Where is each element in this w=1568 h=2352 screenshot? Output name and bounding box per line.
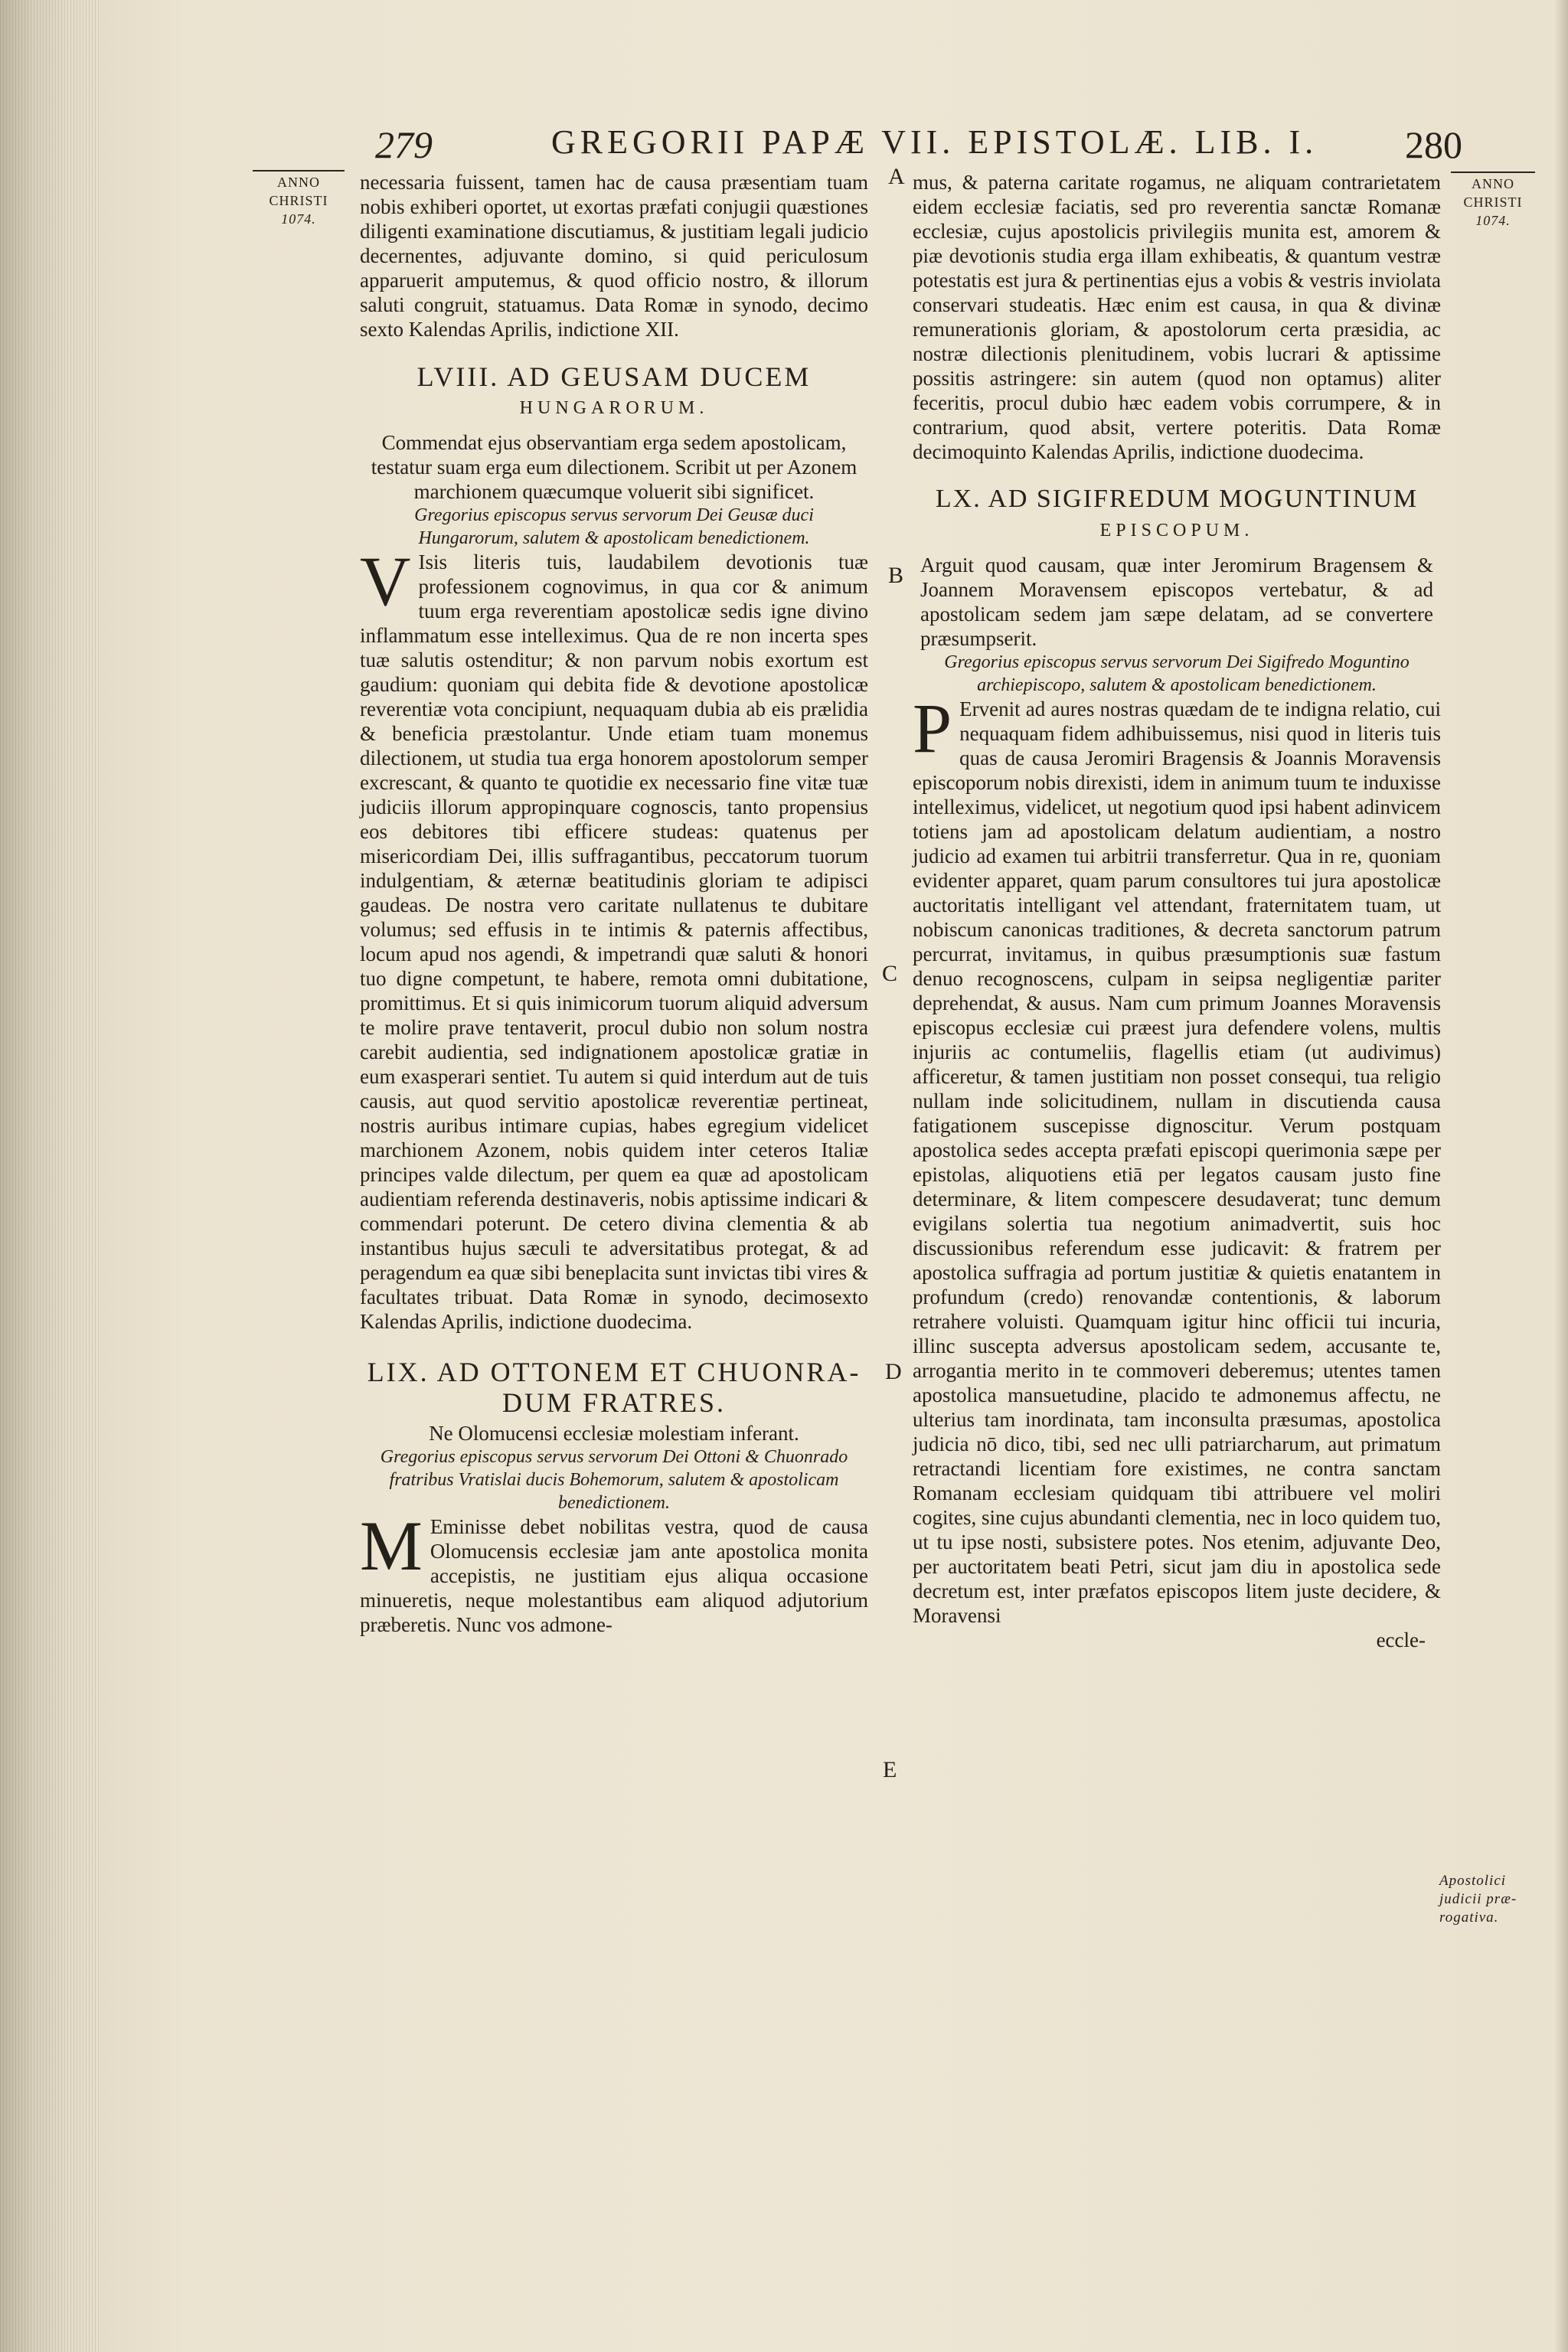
- right-opening-text: mus, & paterna caritate rogamus, ne aliquam contrarietatem eidem ecclesiæ faciatis, sed pro reverentia sanctæ Romanæ ecclesiæ, cujus apostolicis privilegiis munita est, amorem & piæ devotionis studia erga illam exhibeatis, & quantum vestræ potestatis est jura & pertinentias ejus a vobis & vestris inviolata conservari studeatis. Hæc enim est causa, in qua & divinæ remunerationis gloriam, & apostolorum certa præsidia, ac nostræ dilectionis plenitudinem, vobis lucrari & aptissime possitis astringere: sin autem (quod non optamus) aliter feceritis, procul dubio hæc eadem vobis corrumpere, & in contrarium, quod absit, vertere poteritis. Data Romæ decimoquinto Kalendas Aprilis, indictione duodecima.: [913, 171, 1441, 463]
- letter-59-summary: Ne Olomucensi ecclesiæ molestiam inferant.: [429, 1422, 799, 1445]
- letter-58-salutation: Gregorius episcopus servus servorum Dei Geusæ duci Hungarorum, salutem & apostolicam benedictionem.: [414, 505, 814, 548]
- letter-60-dropcap: P: [913, 689, 952, 767]
- left-column: [360, 170, 868, 1637]
- right-column: [913, 170, 1441, 1652]
- letter-58-summary: Commendat ejus observantiam erga sedem apostolicam, testatur suam erga eum dilectionem. Scribit ut per Azonem marchionem quæcumque voluerit sibi significet.: [371, 431, 858, 503]
- letter-59-body: [360, 1507, 868, 1637]
- section-letter-b: B: [888, 563, 904, 588]
- letter-59-salutation: Gregorius episcopus servus servorum Dei Ottoni & Chuonrado fratribus Vratislai ducis Bohemorum, salutem & apostolicam benedictionem.: [380, 1447, 848, 1513]
- page-right-shadow: [1554, 0, 1568, 2352]
- section-letter-a: A: [888, 164, 905, 189]
- margin-note-judicii: Apostolici judicii præ- rogativa.: [1439, 1873, 1517, 1926]
- letter-60-subheading: EPISCOPUM.: [1099, 521, 1254, 541]
- margin-year-left: ANNO CHRISTI 1074.: [253, 168, 345, 228]
- letter-60-heading: LX. AD SIGIFREDUM MOGUNTINUM: [935, 485, 1419, 513]
- letter-60-summary: Arguit quod causam, quæ inter Jeromirum Bragensem & Joannem Moravensem episcopos vertebatur, & ad apostolicam sedem jam sæpe delatam, ad se convertere præsumpserit.: [920, 554, 1433, 650]
- section-letter-e: E: [883, 1757, 897, 1782]
- letter-59-dropcap: M: [360, 1507, 423, 1585]
- page-number-left: 279: [375, 123, 433, 166]
- page-number-right: 280: [1405, 123, 1462, 166]
- letter-58-body: [360, 542, 868, 1334]
- letter-60-salutation: Gregorius episcopus servus servorum Dei Sigifredo Moguntino archiepiscopo, salutem & apostolicam benedictionem.: [944, 652, 1410, 695]
- letter-58-dropcap: V: [360, 542, 411, 620]
- section-letter-d: D: [885, 1359, 902, 1384]
- section-letter-c: C: [882, 961, 898, 986]
- page-stack-edge: [0, 0, 100, 2352]
- letter-60-body: [913, 689, 1441, 1628]
- margin-year-right: ANNO CHRISTI 1074.: [1451, 170, 1535, 230]
- letter-58-body-text: Isis literis tuis, laudabilem devotionis tuæ professionem cognovimus, in qua cor & animum tuum erga reverentiam apostolicæ sedis igne divino inflammatum esse intelleximus. Qua de re non incerta spes tuæ salutis ostenditur; & non parvum nobis exortum est gaudium: quoniam qui debita fide & devotione apostolicæ reverentiæ vota concipiunt, nequaquam dubia ab eis prælidia & beneficia præstolantur. Unde etiam tuam monemus dilectionem, ut studia tua erga honorem apostolorum semper excrescant, & quanto te quotidie ex necessario fine vitæ tuæ judiciis illorum appropinquare cognoscis, tanto propensius eos debitores tibi efficere studeas: quatenus per misericordiam Dei, illis suffragantibus, peccatorum tuorum indulgentiam, & æternæ beatitudinis gloriam te adipisci gaudeas. De nostra vero caritate nullatenus te dubitare volumus; sed effusis in te intimis & paternis affectibus, locum apud nos agendi, & impetrandi quæ saluti & honori tuo digne competunt, te habere, remota omni dubitatione, promittimus. Et si quis inimicorum tuorum aliquid adversum te molire prave tentaverit, procul dubio non solum nostra carebit audientia, sed indignationem apostolicæ gratiæ in eum exasperari sentiet. Tu autem si quid interdum aut de tuis causis, aut quod servitio apostolicæ reverentiæ pertineat, nostris auribus intimare cupias, habes egregium videlicet marchionem Azonem, nobis quidem inter ceteros Italiæ principes valde dilectum, per quem ea quæ ad apostolicam audientiam referenda destinaveris, nobis aptissime indicari & commendari poterunt. De cetero divina clementia & ab instantibus hujus sæculi te adversitatibus protegat, & ad peragendum ea quæ sibi beneplacita sunt invictas tibi vires & facultates tribuat. Data Romæ in synodo, decimosexto Kalendas Aprilis, indictione duodecima.: [360, 550, 868, 1333]
- catchword: eccle-: [1376, 1628, 1426, 1651]
- letter-60-body-text: Ervenit ad aures nostras quædam de te indigna relatio, cui nequaquam fidem adhibuissemus, nisi quod in literis tuis quas de causa Jeromiri Bragensis & Joannis Moravensis episcoporum nobis direxisti, idem in animum tuum te induxisse intelleximus, videlicet, ut negotium quod ipsi habent adinvicem totiens jam ad apostolicam delatum audientiam, a nostro judicio ad examen tui arbitrii transferretur. Qua in re, quoniam evidenter apparet, quam parum consultores tui jura apostolicæ auctoritatis intelligant vel attendant, fraternitatem tuam, ut nobiscum canonicas traditiones, & decreta sanctorum patrum percurrat, invitamus, in quibus præsumptionis suæ fastum denuo recognoscens, culpam in seipsa negligentiæ pariter deprehendat, & ausus. Nam cum primum Joannes Moravensis episcopus ecclesiæ cui præest jura defendere volens, multis injuriis ac contumeliis, flagellis etiam (ut audivimus) afficeretur, & tamen justitiam non posset consequi, tua religio nullam inde solicitudinem, nullam in discutienda causa fatigationem suscepisse dignoscitur. Verum postquam apostolica sedes accepta præfati episcopi querimonia sæpe per epistolas, aliquotiens etiā per legatos causam justo fine determinare, & litem compescere desudaverat; tunc demum evigilans solertia tua negotium animadvertit, suis hoc discussionibus referendum esse judicavit: & fratrem per apostolica suffragia ad portum justitiæ & quietis enatantem in profundum (credo) renovandæ contentionis, & laborum retrahere voluisti. Quamquam igitur hinc officii tui incuria, illinc suscepta adversus apostolicam sedem, accusante te, arrogantia merito in te commoveri deberemus; utentes tamen apostolica mansuetudine, placido te admonemus affectu, ne ulterius tam inordinata, tam inconsulta præsumas, apostolica judicia nō dico, tibi, sed nec ulli patriarcharum, aut primatum retractandi licentiam fore existimes, ne contra sanctam Romanam ecclesiam quidquam tibi attribuere vel moliri cogites, sine cujus abundanti clementia, nec in loco quidem tuo, ut tu ipse nosti, subsistere potes. Nos etenim, adjuvante Deo, per auctoritatem beati Petri, sicut jam diu in apostolica sede decretum est, inter præfatos episcopos litem juste decidere, & Moravensi: [913, 697, 1441, 1627]
- letter-58-heading: LVIII. AD GEUSAM DUCEM: [416, 361, 812, 392]
- letter-59-heading: LIX. AD OTTONEM ET CHUONRA- DUM FRATRES.: [367, 1357, 861, 1418]
- letter-59-body-text: Eminisse debet nobilitas vestra, quod de causa Olomucensis ecclesiæ jam ante apostolica monita accepistis, ne justitiam ejus aliqua occasione minueretis, neque molestantibus eam aliquod adjutorium præberetis. Nunc vos admone-: [360, 1515, 868, 1636]
- running-title: GREGORII PAPÆ VII. EPISTOLÆ. LIB. I.: [551, 123, 1318, 161]
- left-opening-text: necessaria fuissent, tamen hac de causa præsentiam tuam nobis exhiberi oportet, ut exortas præfati conjugii quæstiones diligenti examinatione discutiamus, & justitiam legali judicio decernentes, adjuvante domino, si quid periculosum apparuerit amputemus, & quod officio nostro, & illorum saluti congruit, statuamus. Data Romæ in synodo, decimo sexto Kalendas Aprilis, indictione XII.: [360, 171, 868, 341]
- letter-58-subheading: HUNGARORUM.: [519, 398, 709, 418]
- running-header: [329, 115, 1493, 176]
